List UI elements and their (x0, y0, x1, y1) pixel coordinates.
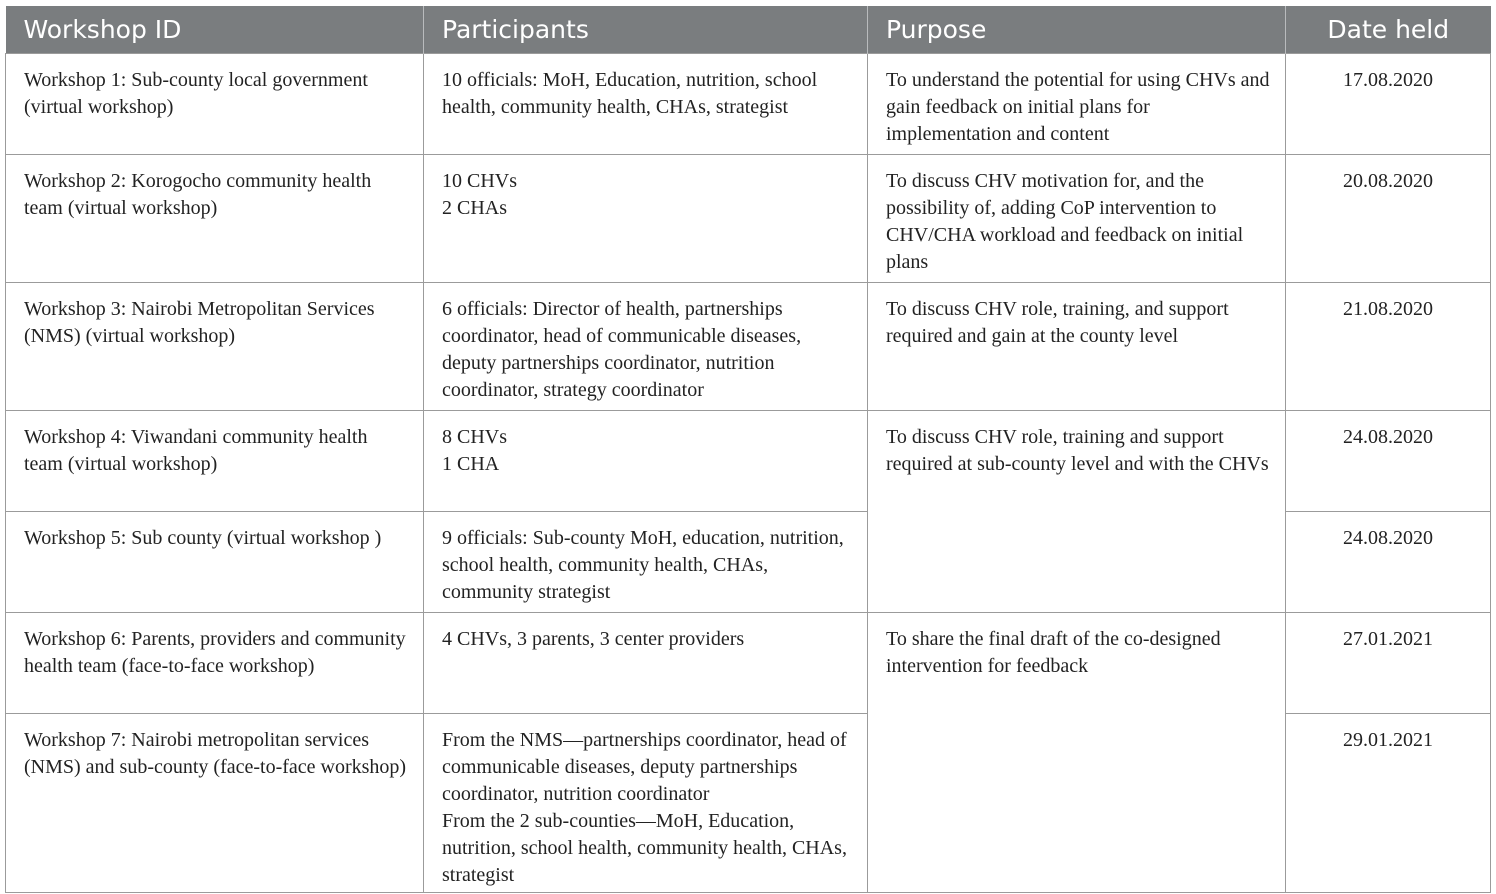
table-row (6, 283, 1491, 411)
workshop-id-cell: Workshop 7: Nairobi metropolitan services (NMS) and sub-county (face-to-face workshop) (6, 714, 424, 893)
purpose-cell: To discuss CHV role, training, and support required and gain at the county level (868, 283, 1286, 411)
table-row (6, 613, 1491, 714)
date-cell: 21.08.2020 (1286, 283, 1491, 411)
participants-cell: 10 CHVs 2 CHAs (424, 155, 868, 283)
workshop-id-cell: Workshop 1: Sub-county local government (virtual workshop) (6, 54, 424, 155)
participants-cell: 4 CHVs, 3 parents, 3 center providers (424, 613, 868, 714)
participants-cell: 10 officials: MoH, Education, nutrition, school health, community health, CHAs, strategist (424, 54, 868, 155)
purpose-cell: To share the final draft of the co-designed intervention for feedback (868, 613, 1286, 893)
purpose-cell: To discuss CHV motivation for, and the possibility of, adding CoP intervention to CHV/CHA workload and feedback on initial plans (868, 155, 1286, 283)
participants-cell: From the NMS—partnerships coordinator, head of communicable diseases, deputy partnerships coordinator, nutrition coordinator From the 2 sub-counties—MoH, Education, nutrition, school health, community health, CHAs, strategist (424, 714, 868, 893)
participants-cell: 6 officials: Director of health, partnerships coordinator, head of communicable diseases, deputy partnerships coordinator, nutrition coordinator, strategy coordinator (424, 283, 868, 411)
header-date-held: Date held (1286, 6, 1491, 54)
date-cell: 24.08.2020 (1286, 411, 1491, 512)
workshops-table (5, 6, 1491, 893)
header-participants: Participants (424, 6, 868, 54)
date-cell: 20.08.2020 (1286, 155, 1491, 283)
participants-cell: 9 officials: Sub-county MoH, education, nutrition, school health, community health, CHAs, community strategist (424, 512, 868, 613)
header-row (6, 6, 1491, 54)
header-workshop-id: Workshop ID (6, 6, 424, 54)
date-cell: 29.01.2021 (1286, 714, 1491, 893)
date-cell: 17.08.2020 (1286, 54, 1491, 155)
date-cell: 27.01.2021 (1286, 613, 1491, 714)
participants-cell: 8 CHVs 1 CHA (424, 411, 868, 512)
workshop-id-cell: Workshop 2: Korogocho community health team (virtual workshop) (6, 155, 424, 283)
workshop-id-cell: Workshop 5: Sub county (virtual workshop ) (6, 512, 424, 613)
workshop-id-cell: Workshop 3: Nairobi Metropolitan Services (NMS) (virtual workshop) (6, 283, 424, 411)
workshop-id-cell: Workshop 4: Viwandani community health team (virtual workshop) (6, 411, 424, 512)
table-row (6, 54, 1491, 155)
header-purpose: Purpose (868, 6, 1286, 54)
workshop-id-cell: Workshop 6: Parents, providers and community health team (face-to-face workshop) (6, 613, 424, 714)
purpose-cell: To discuss CHV role, training and support required at sub-county level and with the CHVs (868, 411, 1286, 613)
table-row (6, 411, 1491, 512)
date-cell: 24.08.2020 (1286, 512, 1491, 613)
purpose-cell: To understand the potential for using CHVs and gain feedback on initial plans for implementation and content (868, 54, 1286, 155)
table-row (6, 155, 1491, 283)
